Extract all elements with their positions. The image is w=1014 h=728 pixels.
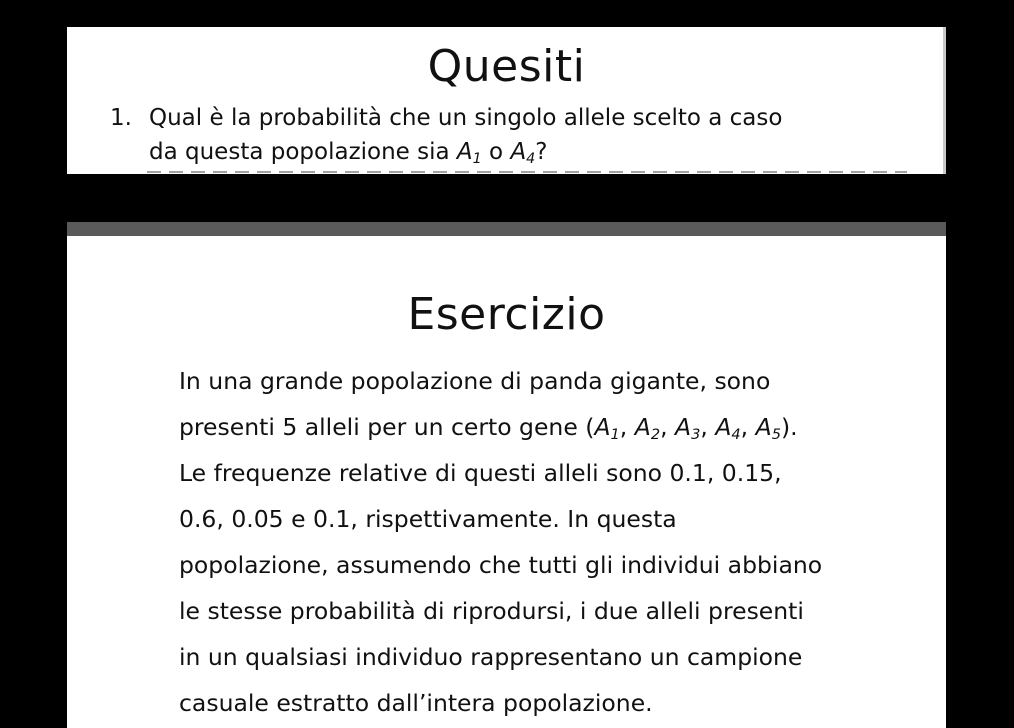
exercise-paragraph: [179, 358, 899, 726]
quesiti-title: Quesiti: [427, 41, 586, 92]
cut-off-text-line: [147, 168, 907, 174]
allele-close: ).: [780, 413, 798, 441]
exercise-line-text: presenti 5 alleli per un certo gene (: [179, 413, 595, 441]
allele-separator: ,: [619, 413, 635, 441]
allele-name: A: [634, 413, 651, 441]
allele-4: [715, 413, 741, 444]
allele-sub: 1: [610, 426, 620, 444]
allele-5: [755, 413, 781, 444]
question-line-2: [149, 139, 547, 165]
allele-a-sub: 1: [472, 150, 482, 167]
quesiti-slide: [67, 27, 946, 174]
exercise-line-alleles: [179, 404, 899, 450]
question-number: 1.: [110, 105, 132, 131]
allele-a: [457, 139, 482, 165]
allele-separator: ,: [700, 413, 716, 441]
allele-separator: ,: [740, 413, 756, 441]
divider-bar: [67, 222, 946, 236]
exercise-line: popolazione, assumendo che tutti gli individui abbiano: [179, 551, 823, 579]
question-item: [110, 101, 910, 169]
exercise-line: le stesse probabilità di riprodursi, i due alleli presenti: [179, 597, 804, 625]
allele-2: [634, 413, 661, 444]
allele-b-sub: 4: [526, 150, 536, 167]
allele-name: A: [594, 413, 611, 441]
allele-name: A: [675, 413, 692, 441]
question-end: ?: [535, 139, 548, 165]
allele-name: A: [715, 413, 732, 441]
exercise-line: Le frequenze relative di questi alleli sono 0.1, 0.15,: [179, 459, 782, 487]
allele-1: [594, 413, 620, 444]
allele-separator: ,: [660, 413, 676, 441]
question-line-1: Qual è la probabilità che un singolo allele scelto a caso: [149, 105, 783, 131]
allele-sub: 3: [691, 426, 701, 444]
exercise-line: in un qualsiasi individuo rappresentano un campione: [179, 643, 803, 671]
allele-sub: 5: [771, 426, 781, 444]
question-text: [149, 101, 910, 169]
allele-sub: 4: [731, 426, 741, 444]
allele-b-name: A: [510, 139, 527, 165]
allele-list: [594, 413, 781, 444]
question-line-2-prefix: da questa popolazione sia: [149, 139, 457, 165]
allele-3: [675, 413, 701, 444]
esercizio-slide: [67, 236, 946, 728]
exercise-line: In una grande popolazione di panda gigante, sono: [179, 367, 771, 395]
allele-a-name: A: [456, 139, 473, 165]
allele-name: A: [755, 413, 772, 441]
allele-b: [510, 139, 535, 165]
esercizio-title: Esercizio: [407, 289, 606, 340]
exercise-line: casuale estratto dall’intera popolazione.: [179, 689, 653, 717]
connector: o: [481, 139, 511, 165]
exercise-line: 0.6, 0.05 e 0.1, rispettivamente. In questa: [179, 505, 677, 533]
allele-sub: 2: [650, 426, 661, 444]
